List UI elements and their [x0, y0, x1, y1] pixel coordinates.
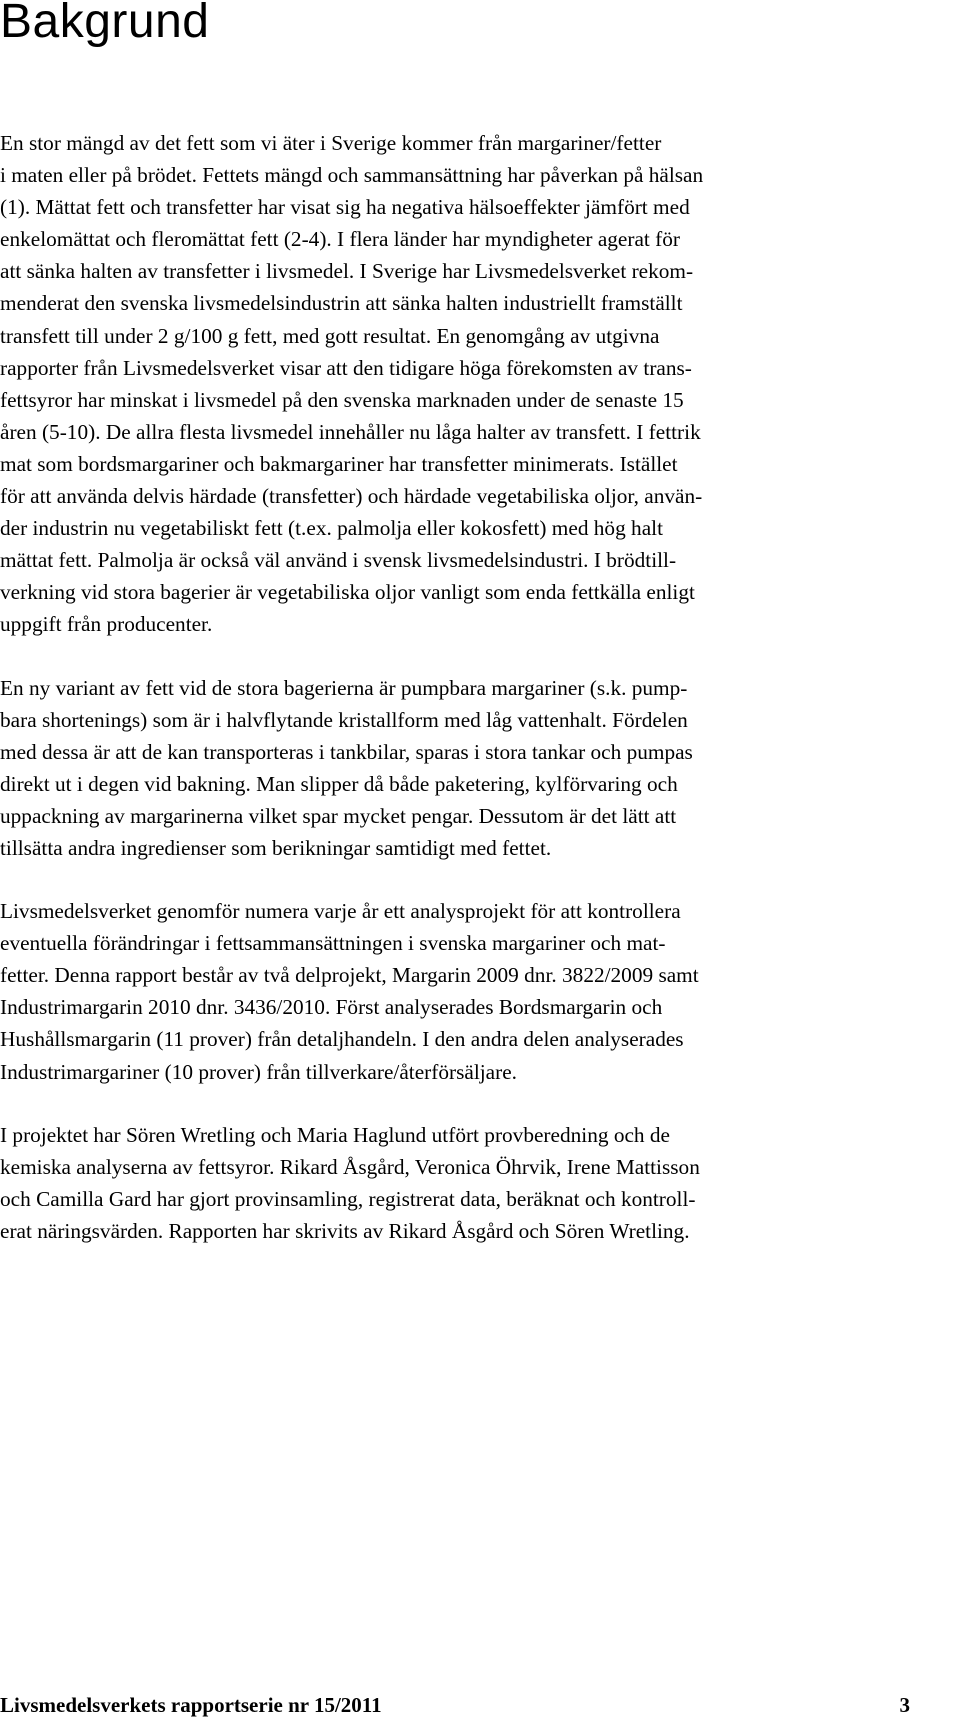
text-line: der industrin nu vegetabiliskt fett (t.ex. palmolja eller kokosfett) med hög halt	[0, 516, 663, 541]
text-line: rapporter från Livsmedelsverket visar att den tidigare höga förekomsten av trans-	[0, 355, 692, 380]
text-line: En ny variant av fett vid de stora bagerierna är pumpbara margariner (s.k. pump-	[0, 675, 688, 700]
text-line: i maten eller på brödet. Fettets mängd och sammansättning har påverkan på hälsan	[0, 163, 704, 188]
text-line: verkning vid stora bagerier är vegetabiliska oljor vanligt som enda fettkälla enligt	[0, 580, 695, 605]
paragraph-analysis-project	[0, 895, 960, 1088]
text-line: menderat den svenska livsmedelsindustrin att sänka halten industriellt framställt	[0, 291, 683, 316]
text-line: mättat fett. Palmolja är också väl använd i svensk livsmedelsindustri. I brödtill-	[0, 548, 677, 573]
text-line: tillsätta andra ingredienser som berikningar samtidigt med fettet.	[0, 835, 552, 860]
text-line: och Camilla Gard har gjort provinsamling, registrerat data, beräknat och kontroll-	[0, 1186, 696, 1211]
text-line: uppgift från producenter.	[0, 612, 213, 637]
text-line: bara shortenings) som är i halvflytande kristallform med låg vattenhalt. Fördelen	[0, 707, 688, 732]
report-series-title: Livsmedelsverkets rapportserie nr 15/2011	[0, 1693, 382, 1717]
text-line: direkt ut i degen vid bakning. Man slipper då både paketering, kylförvaring och	[0, 771, 678, 796]
text-line: med dessa är att de kan transporteras i tankbilar, sparas i stora tankar och pumpas	[0, 739, 693, 764]
body-text	[0, 127, 960, 1278]
page-heading: Bakgrund	[0, 0, 210, 48]
text-line: fetter. Denna rapport består av två delprojekt, Margarin 2009 dnr. 3822/2009 samt	[0, 963, 699, 988]
text-line: transfett till under 2 g/100 g fett, med gott resultat. En genomgång av utgivna	[0, 323, 660, 348]
text-line: fettsyror har minskat i livsmedel på den svenska marknaden under de senaste 15	[0, 387, 684, 412]
page-footer	[0, 1689, 960, 1721]
text-line: för att använda delvis härdade (transfetter) och härdade vegetabiliska oljor, använ-	[0, 484, 703, 509]
text-line: erat näringsvärden. Rapporten har skrivits av Rikard Åsgård och Sören Wretling.	[0, 1218, 690, 1243]
text-line: åren (5-10). De allra flesta livsmedel innehåller nu låga halter av transfett. I fettrik	[0, 419, 701, 444]
text-line: (1). Mättat fett och transfetter har visat sig ha negativa hälsoeffekter jämfört med	[0, 195, 690, 220]
text-line: att sänka halten av transfetter i livsmedel. I Sverige har Livsmedelsverket rekom-	[0, 259, 694, 284]
text-line: enkelomättat och fleromättat fett (2-4). I flera länder har myndigheter agerat för	[0, 227, 680, 252]
text-line: Industrimargariner (10 prover) från tillverkare/återförsäljare.	[0, 1059, 517, 1084]
text-line: eventuella förändringar i fettsammansättningen i svenska margariner och mat-	[0, 931, 666, 956]
text-line: Livsmedelsverket genomför numera varje år ett analysprojekt för att kontrollera	[0, 899, 681, 924]
text-line: I projektet har Sören Wretling och Maria Haglund utfört provberedning och de	[0, 1122, 670, 1147]
page-number: 3	[899, 1693, 910, 1717]
text-line: mat som bordsmargariner och bakmargariner har transfetter minimerats. Istället	[0, 451, 678, 476]
text-line: Hushållsmargarin (11 prover) från detaljhandeln. I den andra delen analyserades	[0, 1027, 684, 1052]
paragraph-contributors	[0, 1119, 960, 1247]
paragraph-pumpable-margarines	[0, 672, 960, 865]
text-line: Industrimargarin 2010 dnr. 3436/2010. Först analyserades Bordsmargarin och	[0, 995, 663, 1020]
text-line: En stor mängd av det fett som vi äter i Sverige kommer från margariner/fetter	[0, 131, 662, 155]
text-line: uppackning av margarinerna vilket spar mycket pengar. Dessutom är det lätt att	[0, 803, 677, 828]
text-line: kemiska analyserna av fettsyror. Rikard Åsgård, Veronica Öhrvik, Irene Mattisson	[0, 1154, 700, 1179]
paragraph-background-trans-fat	[0, 127, 960, 641]
